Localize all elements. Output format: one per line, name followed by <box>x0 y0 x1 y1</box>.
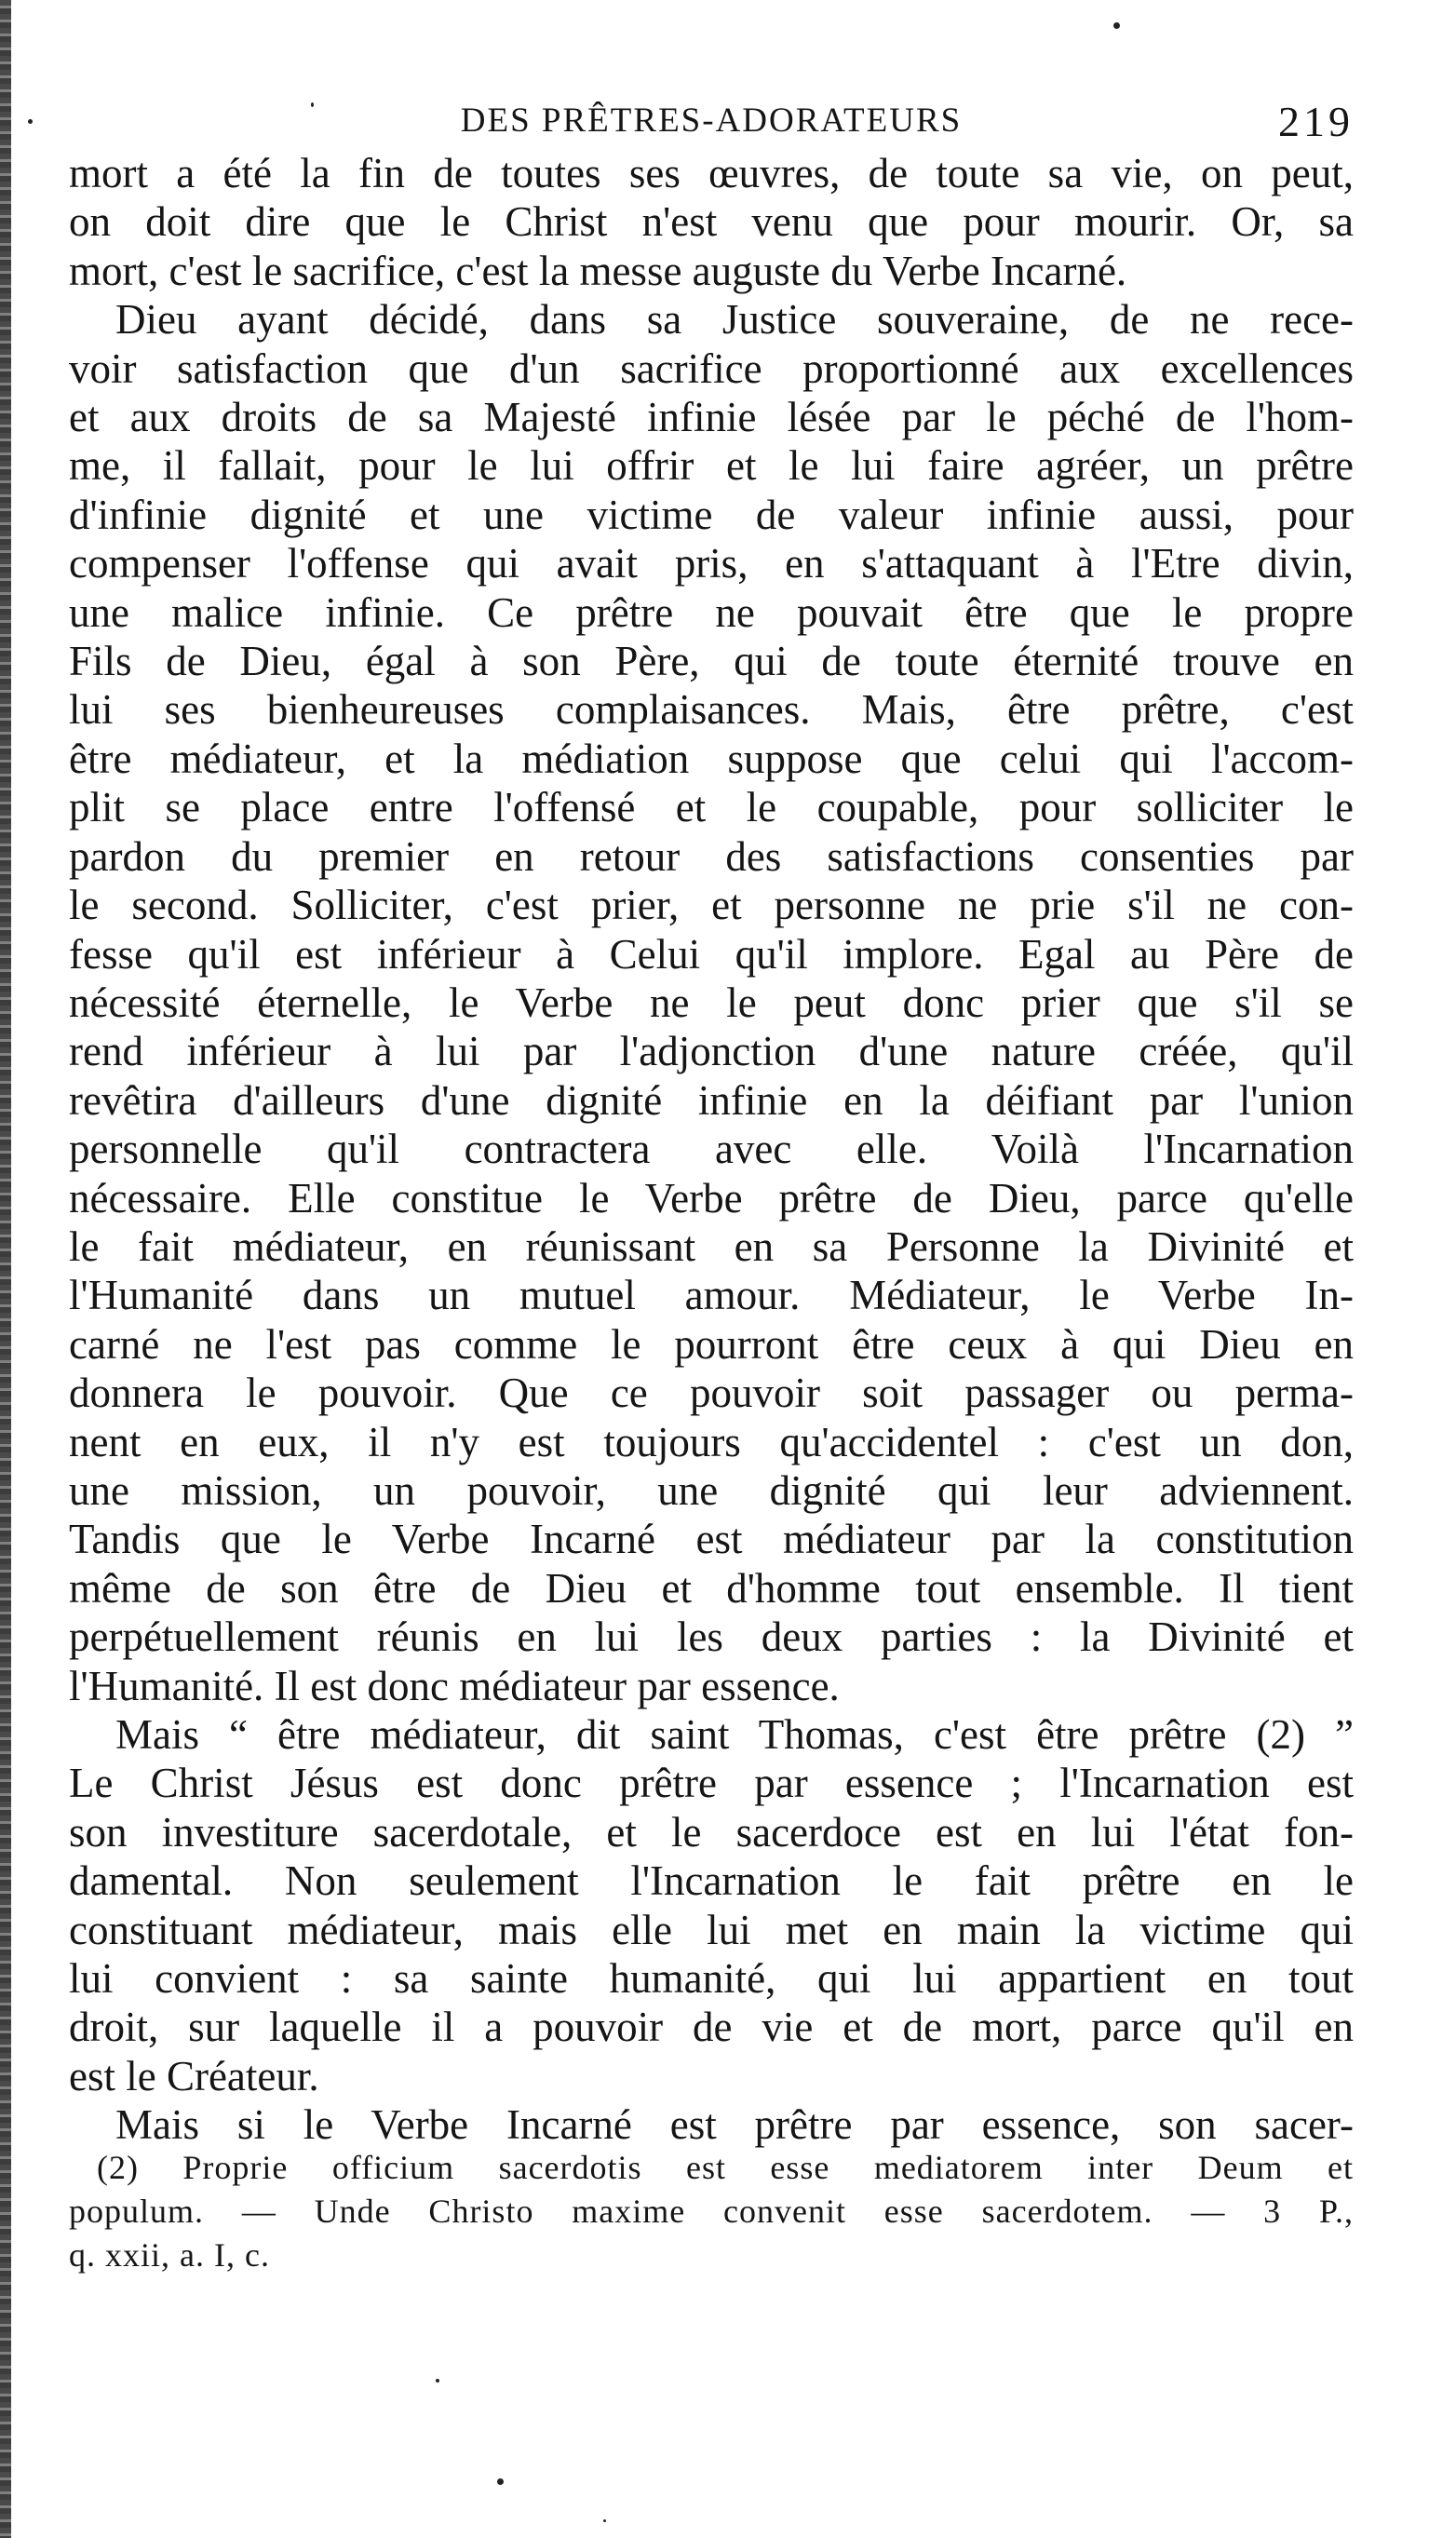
footnote <box>69 2146 1354 2277</box>
text-line: une malice infinie. Ce prêtre ne pouvait être que le propre <box>69 588 1354 636</box>
scan-speck <box>28 119 33 124</box>
footnote-line: q. xxii, a. I, c. <box>69 2236 270 2274</box>
text-line: Dieu ayant décidé, dans sa Justice souveraine, de ne rece- <box>115 296 1354 344</box>
scan-speck <box>603 2519 606 2522</box>
text-line: mort a été la fin de toutes ses œuvres, de toute sa vie, on peut, <box>69 150 1354 196</box>
main-text <box>69 149 1354 2150</box>
text-line: personnelle qu'il contractera avec elle. Voilà l'Incarnation <box>69 1126 1354 1173</box>
text-line: nécessaire. Elle constitue le Verbe prêtre de Dieu, parce qu'elle <box>69 1174 1354 1222</box>
text-line: revêtira d'ailleurs d'une dignité infinie en la déifiant par l'union <box>69 1076 1354 1124</box>
text-line: est le Créateur. <box>69 2052 319 2099</box>
text-line: son investiture sacerdotale, et le sacerdoce est en lui l'état fon- <box>69 1808 1354 1856</box>
text-line: voir satisfaction que d'un sacrifice proportionné aux excellences <box>69 344 1354 392</box>
scan-speck <box>1113 22 1120 29</box>
text-line: le second. Solliciter, c'est prier, et personne ne prie s'il ne con- <box>69 882 1354 929</box>
text-line: rend inférieur à lui par l'adjonction d'une nature créée, qu'il <box>69 1028 1354 1075</box>
text-line: compenser l'offense qui avait pris, en s'attaquant à l'Etre divin, <box>69 540 1354 587</box>
text-line: d'infinie dignité et une victime de valeur infinie aussi, pour <box>69 491 1354 538</box>
scan-speck <box>436 2379 439 2383</box>
text-line: lui ses bienheureuses complaisances. Mais, être prêtre, c'est <box>69 686 1354 734</box>
text-line: perpétuellement réunis en lui les deux parties : la Divinité et <box>69 1613 1354 1661</box>
text-line: Le Christ Jésus est donc prêtre par essence ; l'Incarnation est <box>69 1760 1354 1807</box>
text-line: même de son être de Dieu et d'homme tout ensemble. Il tient <box>69 1564 1354 1612</box>
text-line: et aux droits de sa Majesté infinie lésée par le péché de l'hom- <box>69 394 1354 441</box>
text-line: Tandis que le Verbe Incarné est médiateur par la constitution <box>69 1516 1354 1563</box>
text-line: une mission, un pouvoir, une dignité qui leur adviennent. <box>69 1466 1354 1514</box>
text-line: damental. Non seulement l'Incarnation le fait prêtre en le <box>69 1857 1354 1905</box>
text-line: fesse qu'il est inférieur à Celui qu'il implore. Egal au Père de <box>69 930 1354 978</box>
text-line: carné ne l'est pas comme le pourront être ceux à qui Dieu en <box>69 1320 1354 1368</box>
text-line: le fait médiateur, en réunissant en sa Personne la Divinité et <box>69 1222 1354 1270</box>
text-line: Mais “ être médiateur, dit saint Thomas, c'est être prêtre (2) ” <box>115 1711 1354 1758</box>
text-line: être médiateur, et la médiation suppose que celui qui l'accom- <box>69 735 1354 782</box>
scan-speck <box>497 2478 504 2485</box>
text-line: droit, sur laquelle il a pouvoir de vie et de mort, parce qu'il en <box>69 2004 1354 2051</box>
scanned-page-edge <box>0 0 11 2538</box>
text-line: lui convient : sa sainte humanité, qui lui appartient en tout <box>69 1955 1354 2003</box>
text-line: plit se place entre l'offensé et le coupable, pour solliciter le <box>69 784 1354 831</box>
text-line: Mais si le Verbe Incarné est prêtre par essence, son sacer- <box>115 2101 1354 2149</box>
text-line: mort, c'est le sacrifice, c'est la messe auguste du Verbe Incarné. <box>69 247 1127 294</box>
page-number: 219 <box>1278 98 1354 145</box>
text-line: Fils de Dieu, égal à son Père, qui de toute éternité trouve en <box>69 638 1354 685</box>
page-header <box>69 98 1354 156</box>
text-line: constituant médiateur, mais elle lui met en main la victime qui <box>69 1906 1354 1953</box>
text-line: nent en eux, il n'y est toujours qu'accidentel : c'est un don, <box>69 1418 1354 1465</box>
footnote-line: (2) Proprie officium sacerdotis est esse mediatorem inter Deum et <box>97 2149 1354 2186</box>
scan-speck <box>311 102 314 107</box>
text-line: l'Humanité dans un mutuel amour. Médiateur, le Verbe In- <box>69 1272 1354 1319</box>
text-line: on doit dire que le Christ n'est venu que pour mourir. Or, sa <box>69 198 1354 246</box>
footnote-line: populum. — Unde Christo maxime convenit esse sacerdotem. — 3 P., <box>69 2193 1354 2230</box>
text-line: me, il fallait, pour le lui offrir et le lui faire agréer, un prêtre <box>69 442 1354 490</box>
text-line: pardon du premier en retour des satisfactions consenties par <box>69 832 1354 880</box>
text-line: l'Humanité. Il est donc médiateur par essence. <box>69 1662 840 1709</box>
text-line: donnera le pouvoir. Que ce pouvoir soit passager ou perma- <box>69 1370 1354 1417</box>
running-head: DES PRÊTRES-ADORATEURS <box>460 101 963 140</box>
text-line: nécessité éternelle, le Verbe ne le peut donc prier que s'il se <box>69 979 1354 1026</box>
